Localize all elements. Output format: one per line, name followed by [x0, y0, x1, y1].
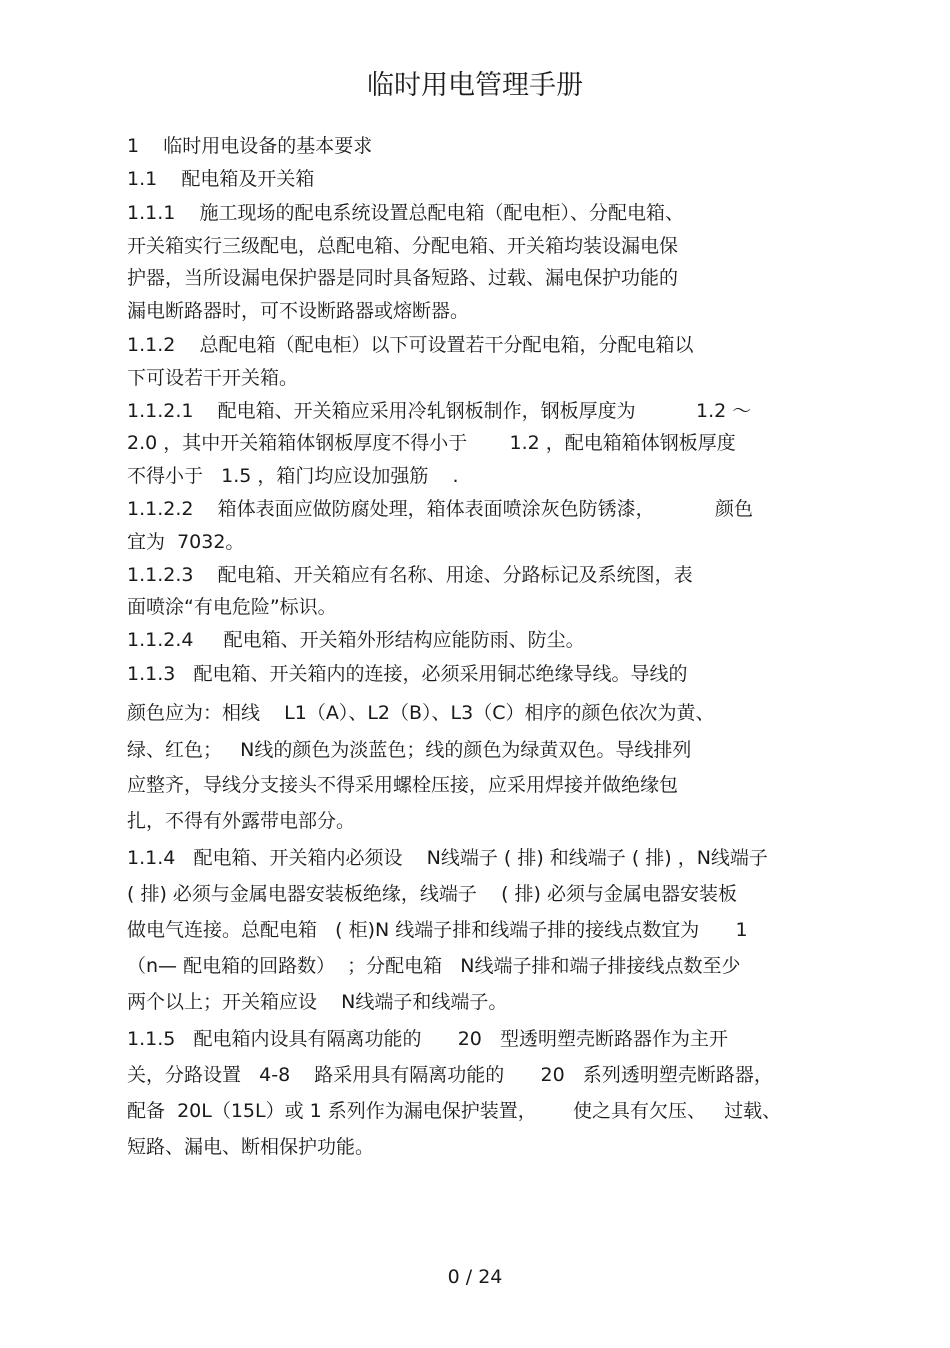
text-line: 下可设若干开关箱。	[127, 367, 299, 389]
text-line: 应整齐，导线分支接头不得采用螺栓压接，应采用焊接并做绝缘包	[127, 774, 679, 796]
text-line: 1.1.2.4 配电箱、开关箱外形结构应能防雨、防尘。	[127, 629, 585, 651]
text-line: 2.0 ，其中开关箱箱体钢板厚度不得小于 1.2 ，配电箱箱体钢板厚度	[127, 432, 736, 454]
text-line: 不得小于 1.5 ，箱门均应设加强筋 .	[127, 465, 459, 487]
text-line: 1.1.5 配电箱内设具有隔离功能的 20 型透明塑壳断路器作为主开	[127, 1028, 728, 1050]
text-line: 开关箱实行三级配电，总配电箱、分配电箱、开关箱均装设漏电保	[127, 235, 679, 257]
text-line: 扎，不得有外露带电部分。	[127, 810, 356, 832]
text-line: 颜色应为：相线 L1（A）、L2（B）、L3（C）相序的颜色依次为黄、	[127, 702, 715, 724]
text-line: 漏电断路器时，可不设断路器或熔断器。	[127, 300, 470, 322]
text-line: 1.1.1 施工现场的配电系统设置总配电箱（配电柜）、分配电箱、	[127, 202, 685, 224]
page-indicator: 0 / 24	[447, 1266, 503, 1288]
text-line: 短路、漏电、断相保护功能。	[127, 1136, 375, 1158]
text-line: 配备 20L（15L）或 1 系列作为漏电保护装置， 使之具有欠压、 过载、	[127, 1100, 782, 1122]
document-title: 临时用电管理手册	[367, 70, 583, 101]
text-line: 1.1.2.1 配电箱、开关箱应采用冷轧钢板制作，钢板厚度为 1.2 ～	[127, 400, 752, 422]
text-line: 绿、红色； N线的颜色为淡蓝色；线的颜色为绿黄双色。导线排列	[127, 739, 692, 761]
text-line: 关，分路设置 4-8 路采用具有隔离功能的 20 系列透明塑壳断路器，	[127, 1064, 773, 1086]
text-line: 护器，当所设漏电保护器是同时具备短路、过载、漏电保护功能的	[127, 267, 679, 289]
text-line: 宜为 7032。	[127, 531, 245, 553]
text-line: 1.1.4 配电箱、开关箱内必须设 N线端子 ( 排) 和线端子 ( 排) ，N线端子	[127, 847, 768, 869]
text-line: 1.1.2.3 配电箱、开关箱应有名称、用途、分路标记及系统图，表	[127, 564, 693, 586]
text-line: 两个以上；开关箱应设 N线端子和线端子。	[127, 991, 508, 1013]
text-line: 1.1 配电箱及开关箱	[127, 168, 315, 190]
text-line: 1.1.3 配电箱、开关箱内的连接，必须采用铜芯绝缘导线。导线的	[127, 663, 688, 685]
text-line: （n— 配电箱的回路数） ；分配电箱 N线端子排和端子排接线点数至少	[127, 955, 741, 977]
text-line: 1 临时用电设备的基本要求	[127, 135, 373, 157]
text-line: 做电气连接。总配电箱 ( 柜)N 线端子排和线端子排的接线点数宜为 1	[127, 919, 748, 941]
text-line: 1.1.2 总配电箱（配电柜）以下可设置若干分配电箱，分配电箱以	[127, 334, 694, 356]
text-line: 面喷涂“有电危险”标识。	[127, 596, 337, 618]
text-line: ( 排) 必须与金属电器安装板绝缘，线端子 ( 排) 必须与金属电器安装板	[127, 883, 737, 905]
text-line: 1.1.2.2 箱体表面应做防腐处理，箱体表面喷涂灰色防锈漆， 颜色	[127, 498, 754, 520]
